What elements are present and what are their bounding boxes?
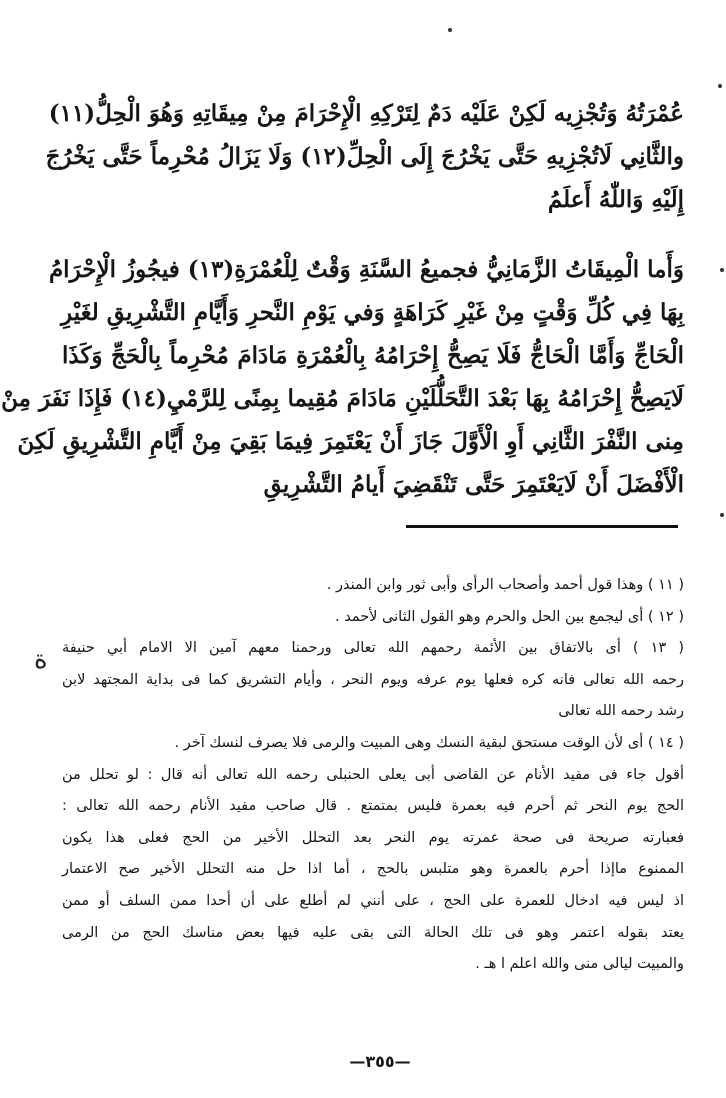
edge-dot-right-3	[720, 513, 724, 517]
footnote-line: يعتد بقوله اعتمر وهو فى تلك الحالة التى بقى عليه فيها بعض مناسك الحج من الرمى	[62, 924, 684, 941]
main-text-line: عُمْرَتُهُ وَتُجْزِيه لَكِنْ عَلَيْه دَمٌ لِتَرْكِهِ الْإِحْرَامَ مِنْ مِيقَاتِهِ وَهُوَ الْحِلُّ(١١)	[48, 100, 684, 127]
footnote-line: رحمه الله تعالى فانه كره فعلها يوم عرفه ويوم النحر ، وأيام التشريق كما فى بداية المجتهد لابن	[62, 671, 684, 688]
footnote-divider	[406, 525, 678, 528]
main-text-line: مِنى النَّفْرَ الثَّانِي أَوِ الْأَوَّلَ جَازَ أَنْ يَعْتَمِرَ فِيمَا بَقِيَ مِنْ أَيَّامِ التَّشْرِيقِ لَكِنَ	[17, 428, 684, 455]
footnote-line: ( ١٢ ) أى ليجمع بين الحل والحرم وهو القول الثانى لأحمد .	[334, 608, 684, 625]
footnote-line: ( ١٣ ) أى بالاتفاق بين الأئمة رحمهم الله تعالى ورحمنا معهم آمين الا الامام أبي حنيفة	[62, 640, 684, 657]
main-text-line: بِهَا فِي كُلِّ وَقْتٍ مِنْ غَيْرِ كَرَاهَةٍ وَفي يَوْمِ النَّحرِ وَأَيَّامِ التَّشْرِيقِ لغَيْرِ	[61, 299, 684, 326]
main-text-line: إِلَيْهِ وَاللّٰهُ أَعلَمُ	[547, 186, 684, 213]
footnote-line: أقول جاء فى مفيد الأنام عن القاضى أبى يعلى الحنبلى رحمه الله تعالى أنه قال : لو تحلل من	[62, 766, 684, 783]
main-text-line: لَايَصِحُّ إِحْرَامُهُ بِهَا بَعْدَ التَّحَلُّلَيْنِ مَادَامَ مُقِيما بِمِنًى لِلرَّمْيِ(١٤) فَإِذَا نَفَرَ مِنْ	[1, 385, 684, 412]
footnote-line: اذ ليس فيه ادخال للعمرة على الحج ، على أنني لم أطلع على أن أحدا ممن السلف أو ممن	[62, 892, 684, 909]
footnote-line: والمبيت ليالى منى والله اعلم ا هـ .	[475, 956, 684, 973]
edge-dot-right-1	[718, 84, 722, 88]
main-text-line: والثَّانِي لَاتُجْزِيهِ حَتَّى يَخْرُجَ إِلَى الْحِلِّ(١٢) وَلَا يَزَالُ مُحْرِماً حَتَّى يَخْرُجَ	[45, 143, 684, 170]
edge-dot-right-2	[720, 268, 724, 272]
edge-dot-top	[448, 28, 452, 32]
footnote-line: ( ١١ ) وهذا قول أحمد وأصحاب الرأى وأبى ثور وابن المنذر .	[326, 577, 684, 593]
main-text-block	[1, 92, 684, 506]
margin-handwritten-mark: ة	[34, 645, 48, 675]
main-text-line: الْحَاجِّ وَأَمَّا الْحَاجُّ فَلَا يَصِحُّ إِحْرَامُهُ بِالْعُمْرَةِ مَادَامَ مُحْرِماً بِالْحَجِّ وَكَذَا	[62, 342, 684, 369]
footnotes-block	[62, 570, 684, 981]
footnote-line: الممنوع ماإذا أحرم بالعمرة وهو متلبس بالحج ، أما اذا حل منه التحلل الأخير صح الاعتمار	[62, 861, 684, 878]
footnote-line: ( ١٤ ) أى لأن الوقت مستحق لبقية النسك وهى المبيت والرمى فلا يصرف لنسك آخر .	[174, 734, 684, 751]
footnote-line: الحج يوم النحر ثم أحرم فيه بعمرة فليس بمتمتع . قال صاحب مفيد الأنام رحمه الله تعالى :	[62, 798, 684, 815]
footnote-line: رشد رحمه الله تعالى	[558, 703, 684, 720]
footnote-line: فعبارته صريحة فى صحة عمرته يوم النحر بعد التحلل الأخير من الحج فعلى هذا يكون	[62, 829, 684, 846]
main-text-line: وَأَما الْمِيقَاتُ الزَّمَانِيُّ فجميعُ السَّنَةِ وَقْتٌ لِلْعُمْرَةِ(١٣) فيجُوزُ الْإِحْرَامُ	[48, 256, 684, 283]
page-number: —٣٥٥—	[349, 1052, 411, 1071]
main-text-line: الْأَفْضَلَ أَنْ لَايَعْتَمِرَ حَتَّى تَنْقَضِيَ أَيامُ التَّشْرِيقِ	[263, 471, 684, 498]
